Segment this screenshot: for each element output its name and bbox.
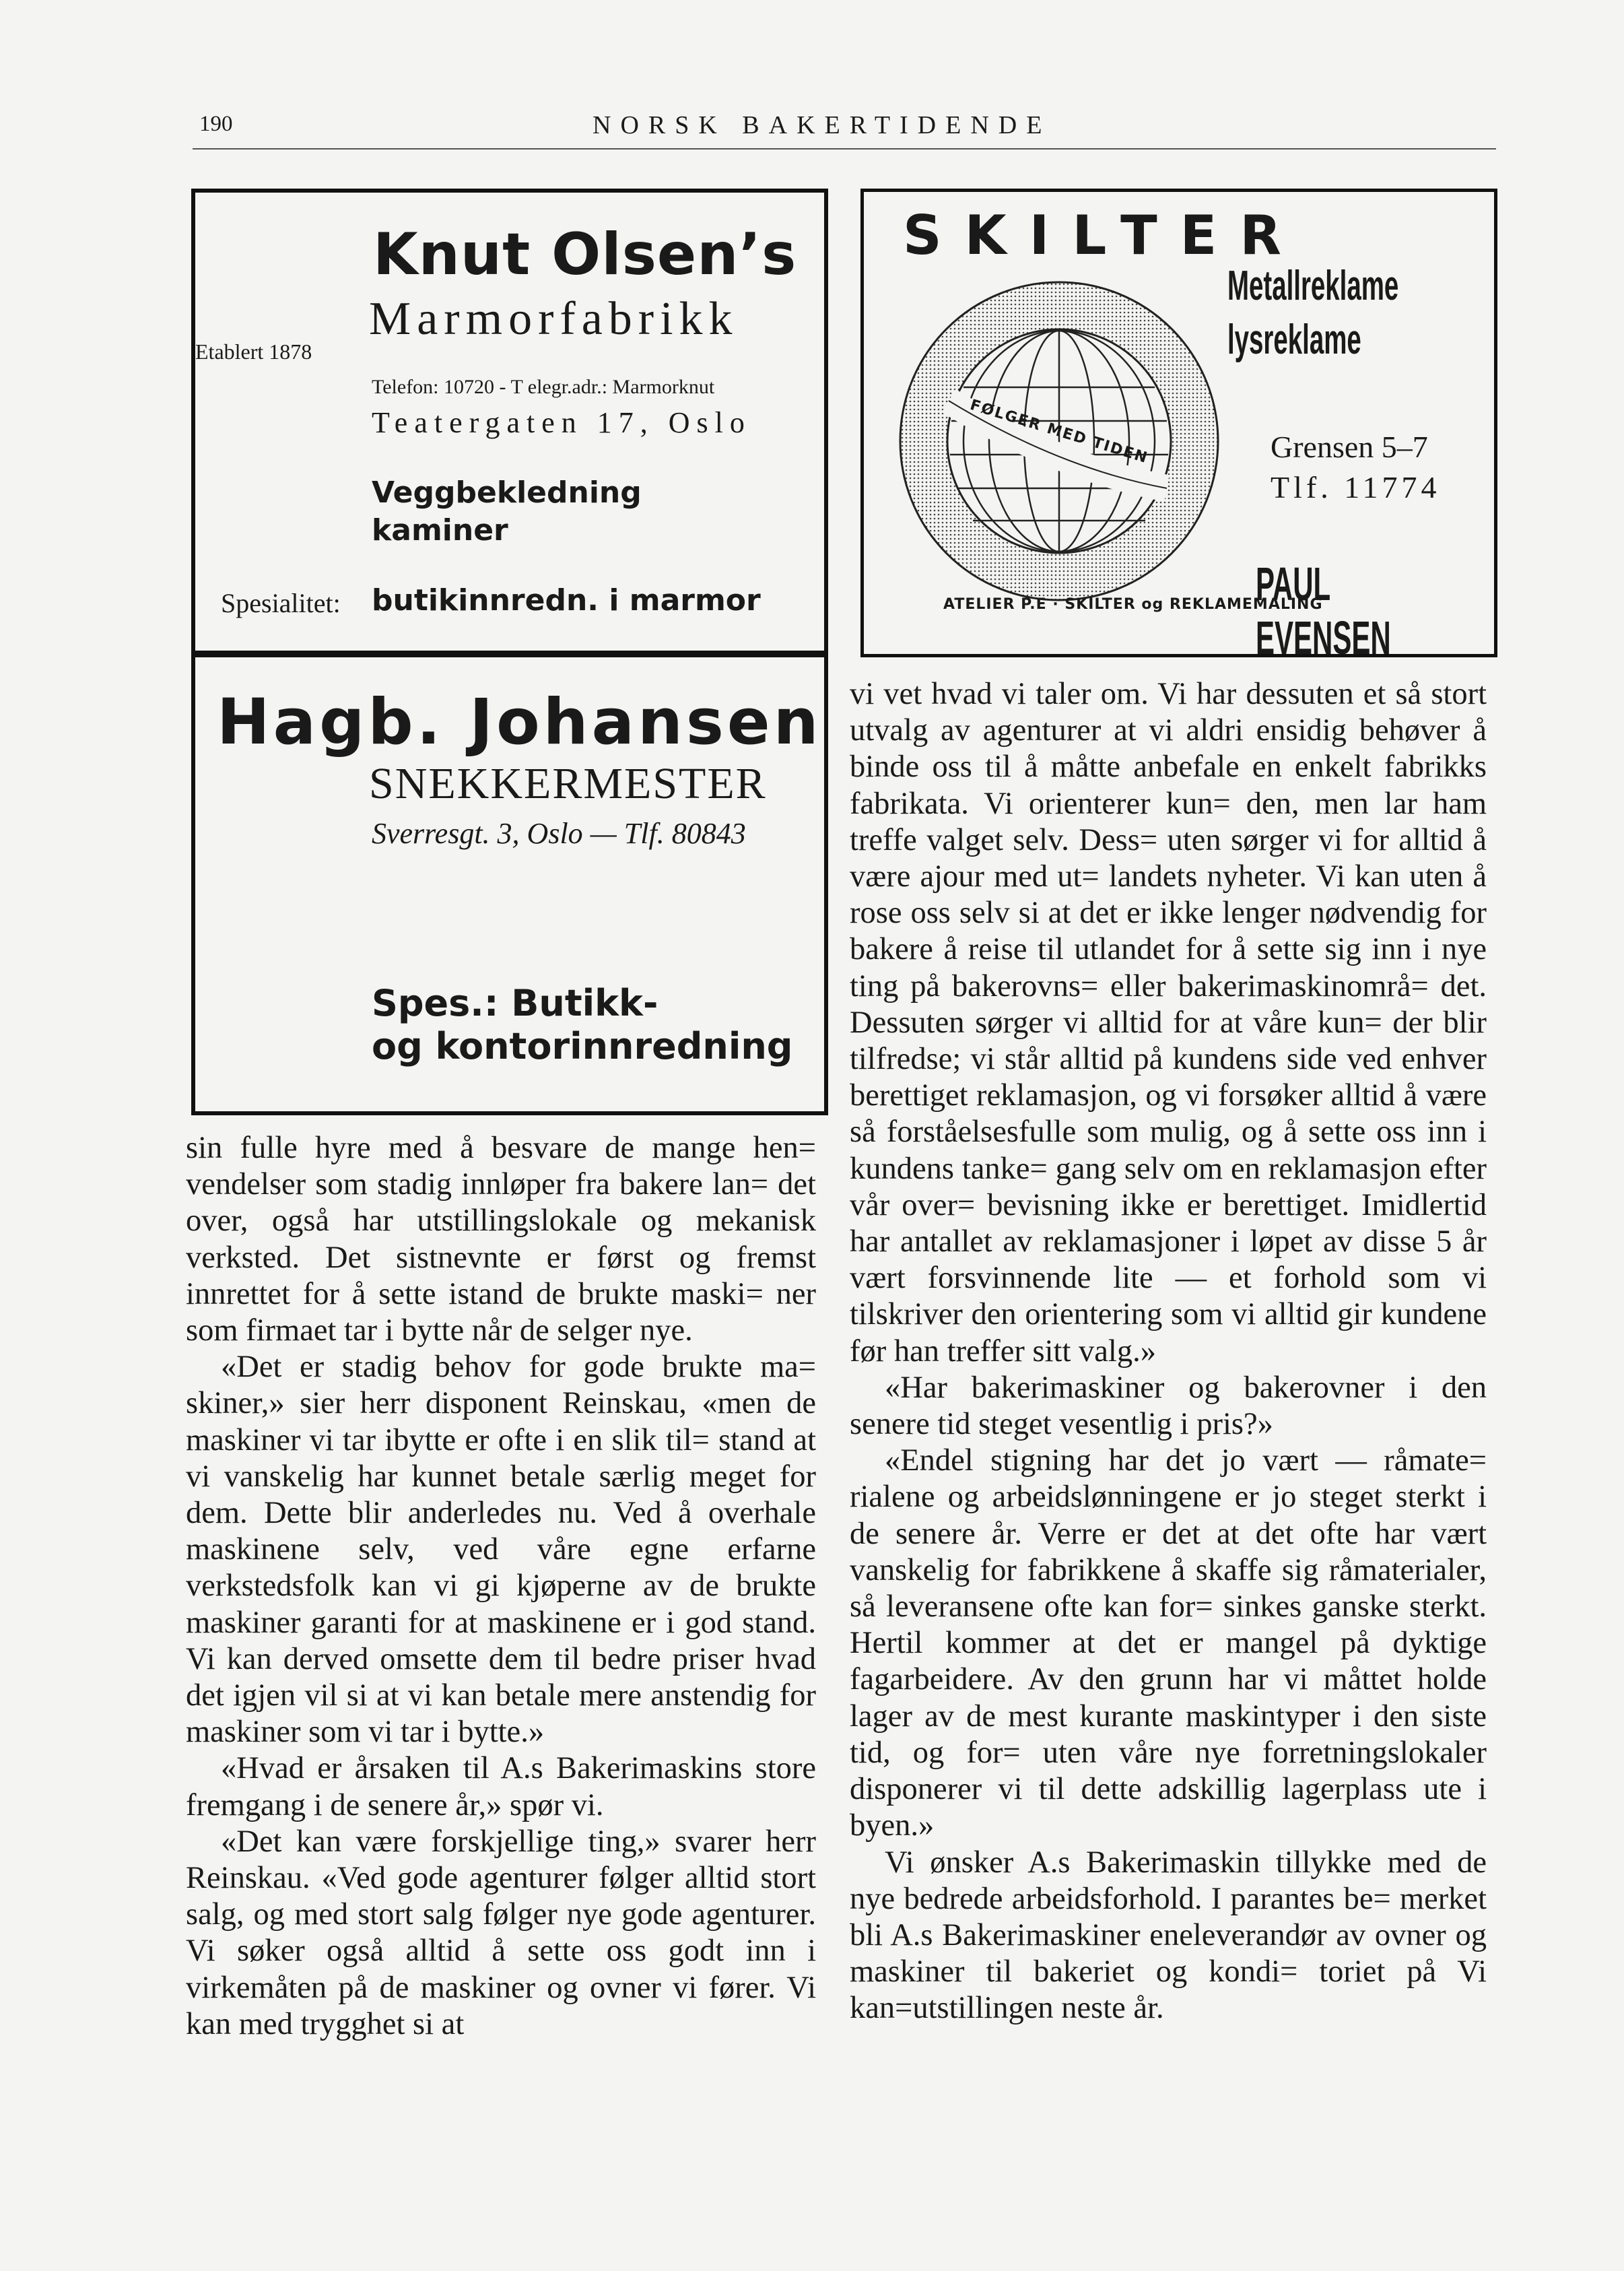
ad-hagb-johansen-title: SNEKKERMESTER <box>369 759 767 808</box>
atelier-logo-ring-text: ATELIER P.E · SKILTER og REKLAMEMALING <box>943 596 1323 613</box>
ad-knut-olsen-established: Etablert 1878 <box>195 339 312 364</box>
ad-knut-olsen <box>191 189 828 657</box>
ad-skilter-line2: lysreklame <box>1227 317 1361 363</box>
ad-hagb-johansen <box>191 651 828 1115</box>
article-paragraph: «Det er stadig behov for gode brukte ma= skiner,» sier herr disponent Reinskau, «men de maskiner vi tar ibytte er ofte i en slik til= stand at vi vanskelig har kunnet betale særlig meget for dem. Dette blir anderledes nu. Ved å overhale maskinene selv, ved våre egne erfarne verkstedsfolk kan vi gi kjøperne av de brukte maskiner garanti for at maskinene er i god stand. Vi kan derved omsette dem til bedre priser hvad det igjen vil si at vi kan betale mere anstendig for maskiner som vi tar i bytte.» <box>186 1350 816 1750</box>
article-right-column <box>850 676 1487 2027</box>
ad-knut-olsen-specialty-label: Spesialitet: <box>221 588 341 618</box>
ad-knut-olsen-product-1: Veggbekledning <box>372 475 642 510</box>
publication-title: NORSK BAKERTIDENDE <box>593 111 1052 139</box>
ad-skilter-phone: Tlf. 11774 <box>1271 470 1441 504</box>
ad-knut-olsen-specialty-value: butikinnredn. i marmor <box>372 583 761 618</box>
header-rule <box>193 148 1496 150</box>
article-paragraph: «Endel stigning har det jo vært — råmate= rialene og arbeidslønningene er jo steget sterkt i de senere år. Verre er det at det ofte har vært vanskelig for fabrikkene å skaffe sig råmaterialer, så leveransene ofte kan for= sinkes ganske sterkt. Hertil kommer at det er mangel på dyktige fagarbeidere. Av den grunn har vi måttet holde lager av de mest kurante maskintyper i den siste tid, og for= uten våre nye forretningslokaler disponerer vi til dette adskillig lagerplass ute i byen.» <box>850 1443 1487 1843</box>
ad-skilter-heading: SKILTER <box>903 204 1304 267</box>
ad-hagb-johansen-name: Hagb. Johansen <box>217 686 822 759</box>
ad-hagb-johansen-address: Sverresgt. 3, Oslo — Tlf. 80843 <box>372 817 746 850</box>
ad-skilter-address: Grensen 5–7 <box>1271 430 1428 464</box>
ad-knut-olsen-product-2: kaminer <box>372 513 508 548</box>
ad-skilter-owner: PAUL EVENSEN <box>1256 558 1391 664</box>
article-paragraph: «Hvad er årsaken til A.s Bakerimaskins store fremgang i de senere år,» spør vi. <box>186 1751 816 1822</box>
page-number: 190 <box>199 112 233 136</box>
atelier-logo-band-text: FØLGER MED TIDEN <box>968 397 1151 467</box>
ad-hagb-johansen-specialty-1: Spes.: Butikk- <box>372 982 658 1024</box>
article-paragraph: «Har bakerimaskiner og bakerovner i den senere tid steget vesentlig i pris?» <box>850 1370 1487 1442</box>
ad-knut-olsen-subtitle: Marmorfabrikk <box>369 293 739 345</box>
ad-knut-olsen-address: Teatergaten 17, Oslo <box>372 406 751 439</box>
ad-hagb-johansen-specialty-2: og kontorinnredning <box>372 1025 793 1067</box>
ad-knut-olsen-contact: Telefon: 10720 - T elegr.adr.: Marmorknut <box>372 376 715 398</box>
article-paragraph: sin fulle hyre med å besvare de mange hen= vendelser som stadig innløper fra bakere lan= det over, også har utstillingslokale og mekanisk verksted. Det sistnevnte er først og fremst innrettet for å sette istand de brukte maski= ner som firmaet tar i bytte når de selger nye. <box>186 1131 816 1348</box>
atelier-globe-logo <box>884 266 1234 616</box>
ad-knut-olsen-name: Knut Olsen’s <box>373 221 797 288</box>
article-paragraph: Vi ønsker A.s Bakerimaskin tillykke med de nye bedrede arbeidsforhold. I parantes be= merket bli A.s Bakerimaskiner eneleverandør av ovner og maskiner til bakeriet og kondi= toriet på Vi kan=utstillingen neste år. <box>850 1845 1487 2026</box>
article-paragraph: vi vet hvad vi taler om. Vi har dessuten et så stort utvalg av agenturer at vi aldri ensidig behøver å binde oss til å måtte anbefale en enkelt fabrikks fabrikata. Vi orienterer kun= den, men lar ham treffe valget selv. Dess= uten sørger vi for alltid å være ajour med ut= landets nyheter. Vi kan uten å rose oss selv si at det er ikke lenger nødvendig for bakere å reise til utlandet for å sette sig inn i nye ting på bakerovns= eller bakerimaskinområ= det. Dessuten sørger vi alltid for at våre kun= der blir tilfredse; vi står alltid på kundens side ved enhver berettiget reklamasjon, og vi forsøker alltid å være så forståelsesfulle som mulig, og å sette oss inn i kundens tanke= gang selv om en reklamasjon efter vår over= bevisning ikke er berettiget. Imidlertid har antallet av reklamasjoner i løpet av disse 5 år vært forsvinnende lite — et forhold som vi tilskriver den orientering som vi alltid gir kundene før han treffer sitt valg.» <box>850 677 1487 1369</box>
ad-skilter-line1: Metallreklame <box>1227 263 1399 309</box>
article-left-column <box>186 1130 816 2043</box>
ad-skilter <box>860 189 1497 664</box>
article-paragraph: «Det kan være forskjellige ting,» svarer herr Reinskau. «Ved gode agenturer følger alltid stort salg, og med stort salg følger nye gode agenturer. Vi søker også alltid å sette oss godt inn i virkemåten på de maskiner og ovner vi fører. Vi kan med trygghet si at <box>186 1824 816 2041</box>
